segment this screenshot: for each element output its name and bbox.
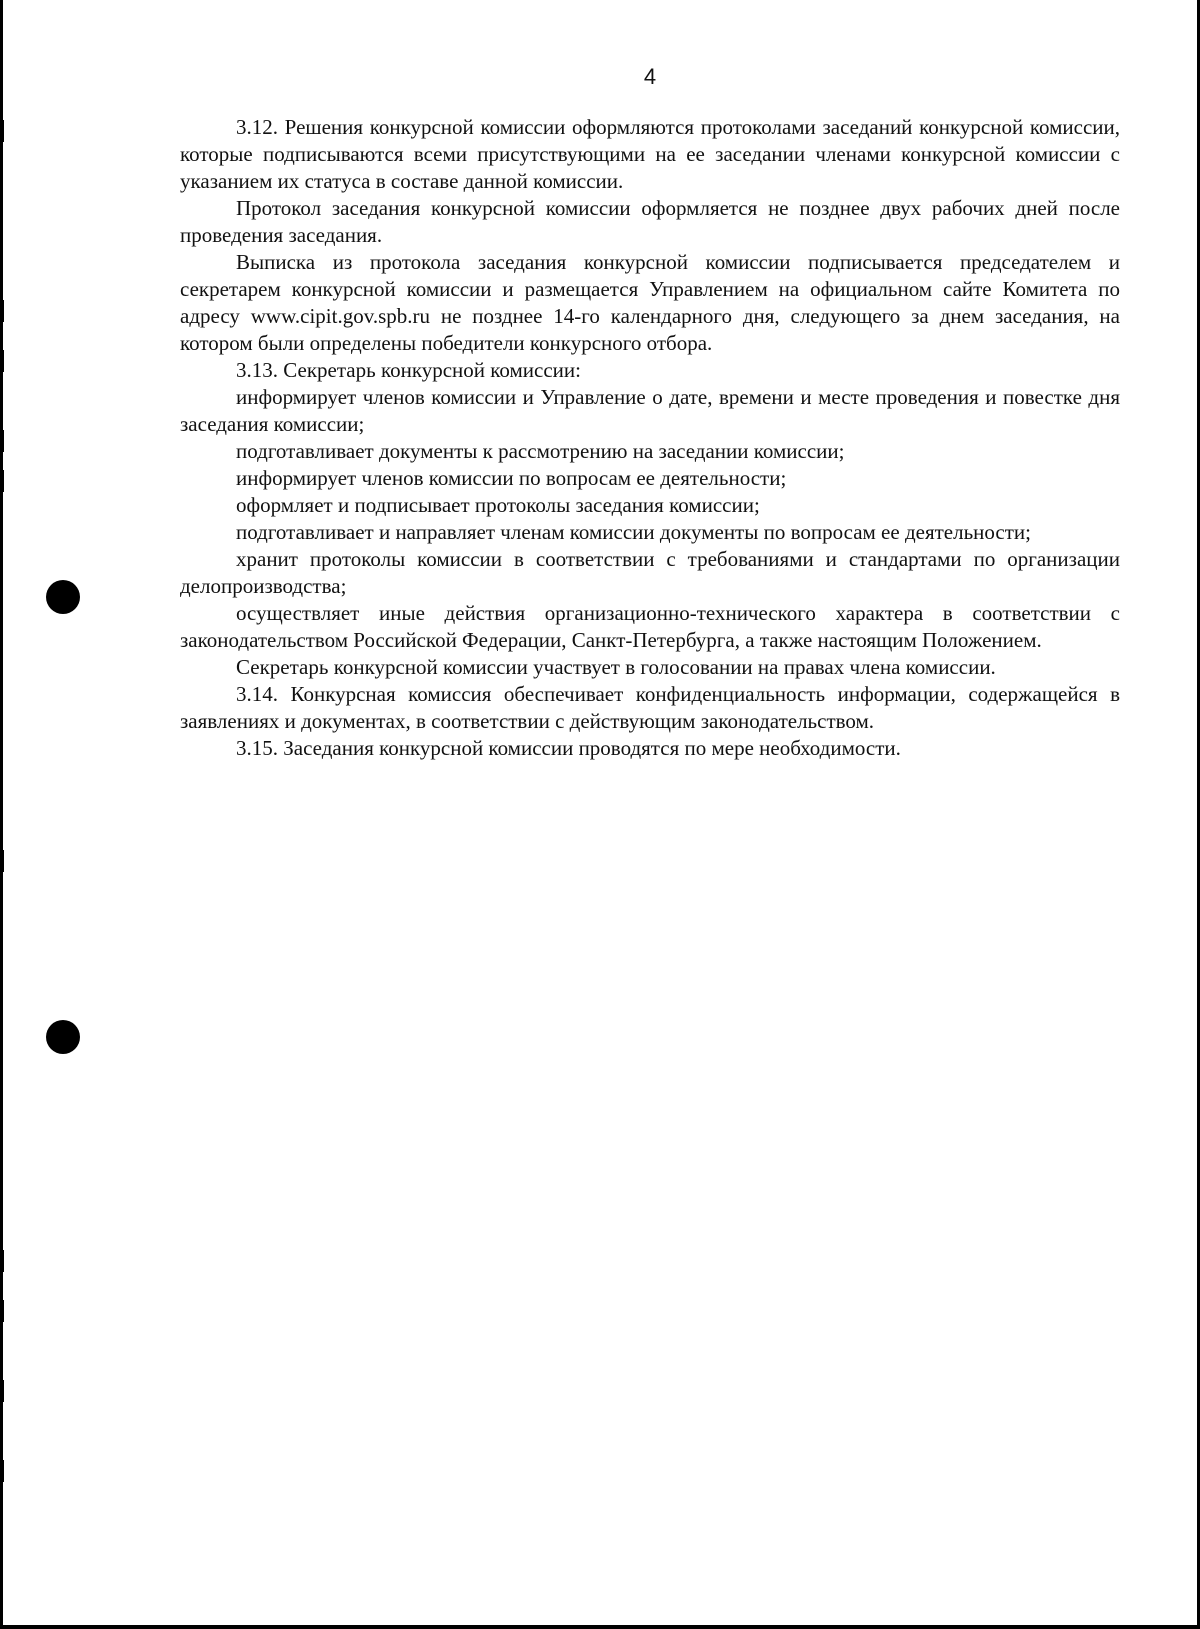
scan-edge-mark — [0, 1460, 4, 1482]
paragraph-secretary-duty-1: информирует членов комиссии и Управление о дате, времени и месте проведения и повестке дня заседания комиссии; — [180, 385, 1120, 436]
scan-edge-mark — [0, 1250, 4, 1272]
scan-edge-mark — [0, 350, 4, 372]
paragraph-3-13: 3.13. Секретарь конкурсной комиссии: — [236, 358, 581, 382]
scan-edge-mark — [0, 1300, 4, 1322]
paragraph-secretary-duty-2: подготавливает документы к рассмотрению на заседании комиссии; — [236, 439, 845, 463]
scan-edge-mark — [0, 1380, 4, 1402]
paragraph-3-12: 3.12. Решения конкурсной комиссии оформляются протоколами заседаний конкурсной комиссии, которые подписываются всеми присутствующими на ее заседании членами конкурсной комиссии с указанием их статуса в составе данной комиссии. — [180, 115, 1120, 193]
paragraph-protocol-extract: Выписка из протокола заседания конкурсной комиссии подписывается председателем и секретарем конкурсной комиссии и размещается Управлением на официальном сайте Комитета по адресу www.cipit.gov.spb.ru не позднее 14-го календарного дня, следующего за днем заседания, на котором были определены победители конкурсного отбора. — [180, 250, 1120, 355]
paragraph-secretary-duty-5: подготавливает и направляет членам комиссии документы по вопросам ее деятельности; — [236, 520, 1031, 544]
punch-hole — [46, 1020, 80, 1054]
scan-edge-mark — [0, 850, 4, 872]
scan-edge-mark — [0, 470, 4, 492]
scan-edge-mark — [0, 430, 4, 452]
page-number: 4 — [643, 64, 657, 89]
paragraph-secretary-duty-4: оформляет и подписывает протоколы заседания комиссии; — [236, 493, 760, 517]
paragraph-3-14: 3.14. Конкурсная комиссия обеспечивает конфиденциальность информации, содержащейся в заявлениях и документах, в соответствии с действующим законодательством. — [180, 682, 1120, 733]
paragraph-protocol-deadline: Протокол заседания конкурсной комиссии оформляется не позднее двух рабочих дней после проведения заседания. — [180, 196, 1120, 247]
scan-edge-mark — [0, 120, 4, 142]
scan-edge-mark — [0, 300, 4, 322]
punch-hole — [46, 580, 80, 614]
paragraph-secretary-voting: Секретарь конкурсной комиссии участвует в голосовании на правах члена комиссии. — [236, 655, 996, 679]
scan-bottom-edge — [0, 1625, 1200, 1629]
paragraph-secretary-duty-7: осуществляет иные действия организационно-технического характера в соответствии с законодательством Российской Федерации, Санкт-Петербурга, а также настоящим Положением. — [180, 601, 1120, 652]
paragraph-secretary-duty-3: информирует членов комиссии по вопросам ее деятельности; — [236, 466, 787, 490]
paragraph-secretary-duty-6: хранит протоколы комиссии в соответствии с требованиями и стандартами по организации делопроизводства; — [180, 547, 1120, 598]
paragraph-3-15: 3.15. Заседания конкурсной комиссии проводятся по мере необходимости. — [236, 736, 901, 760]
document-body — [180, 114, 1120, 762]
